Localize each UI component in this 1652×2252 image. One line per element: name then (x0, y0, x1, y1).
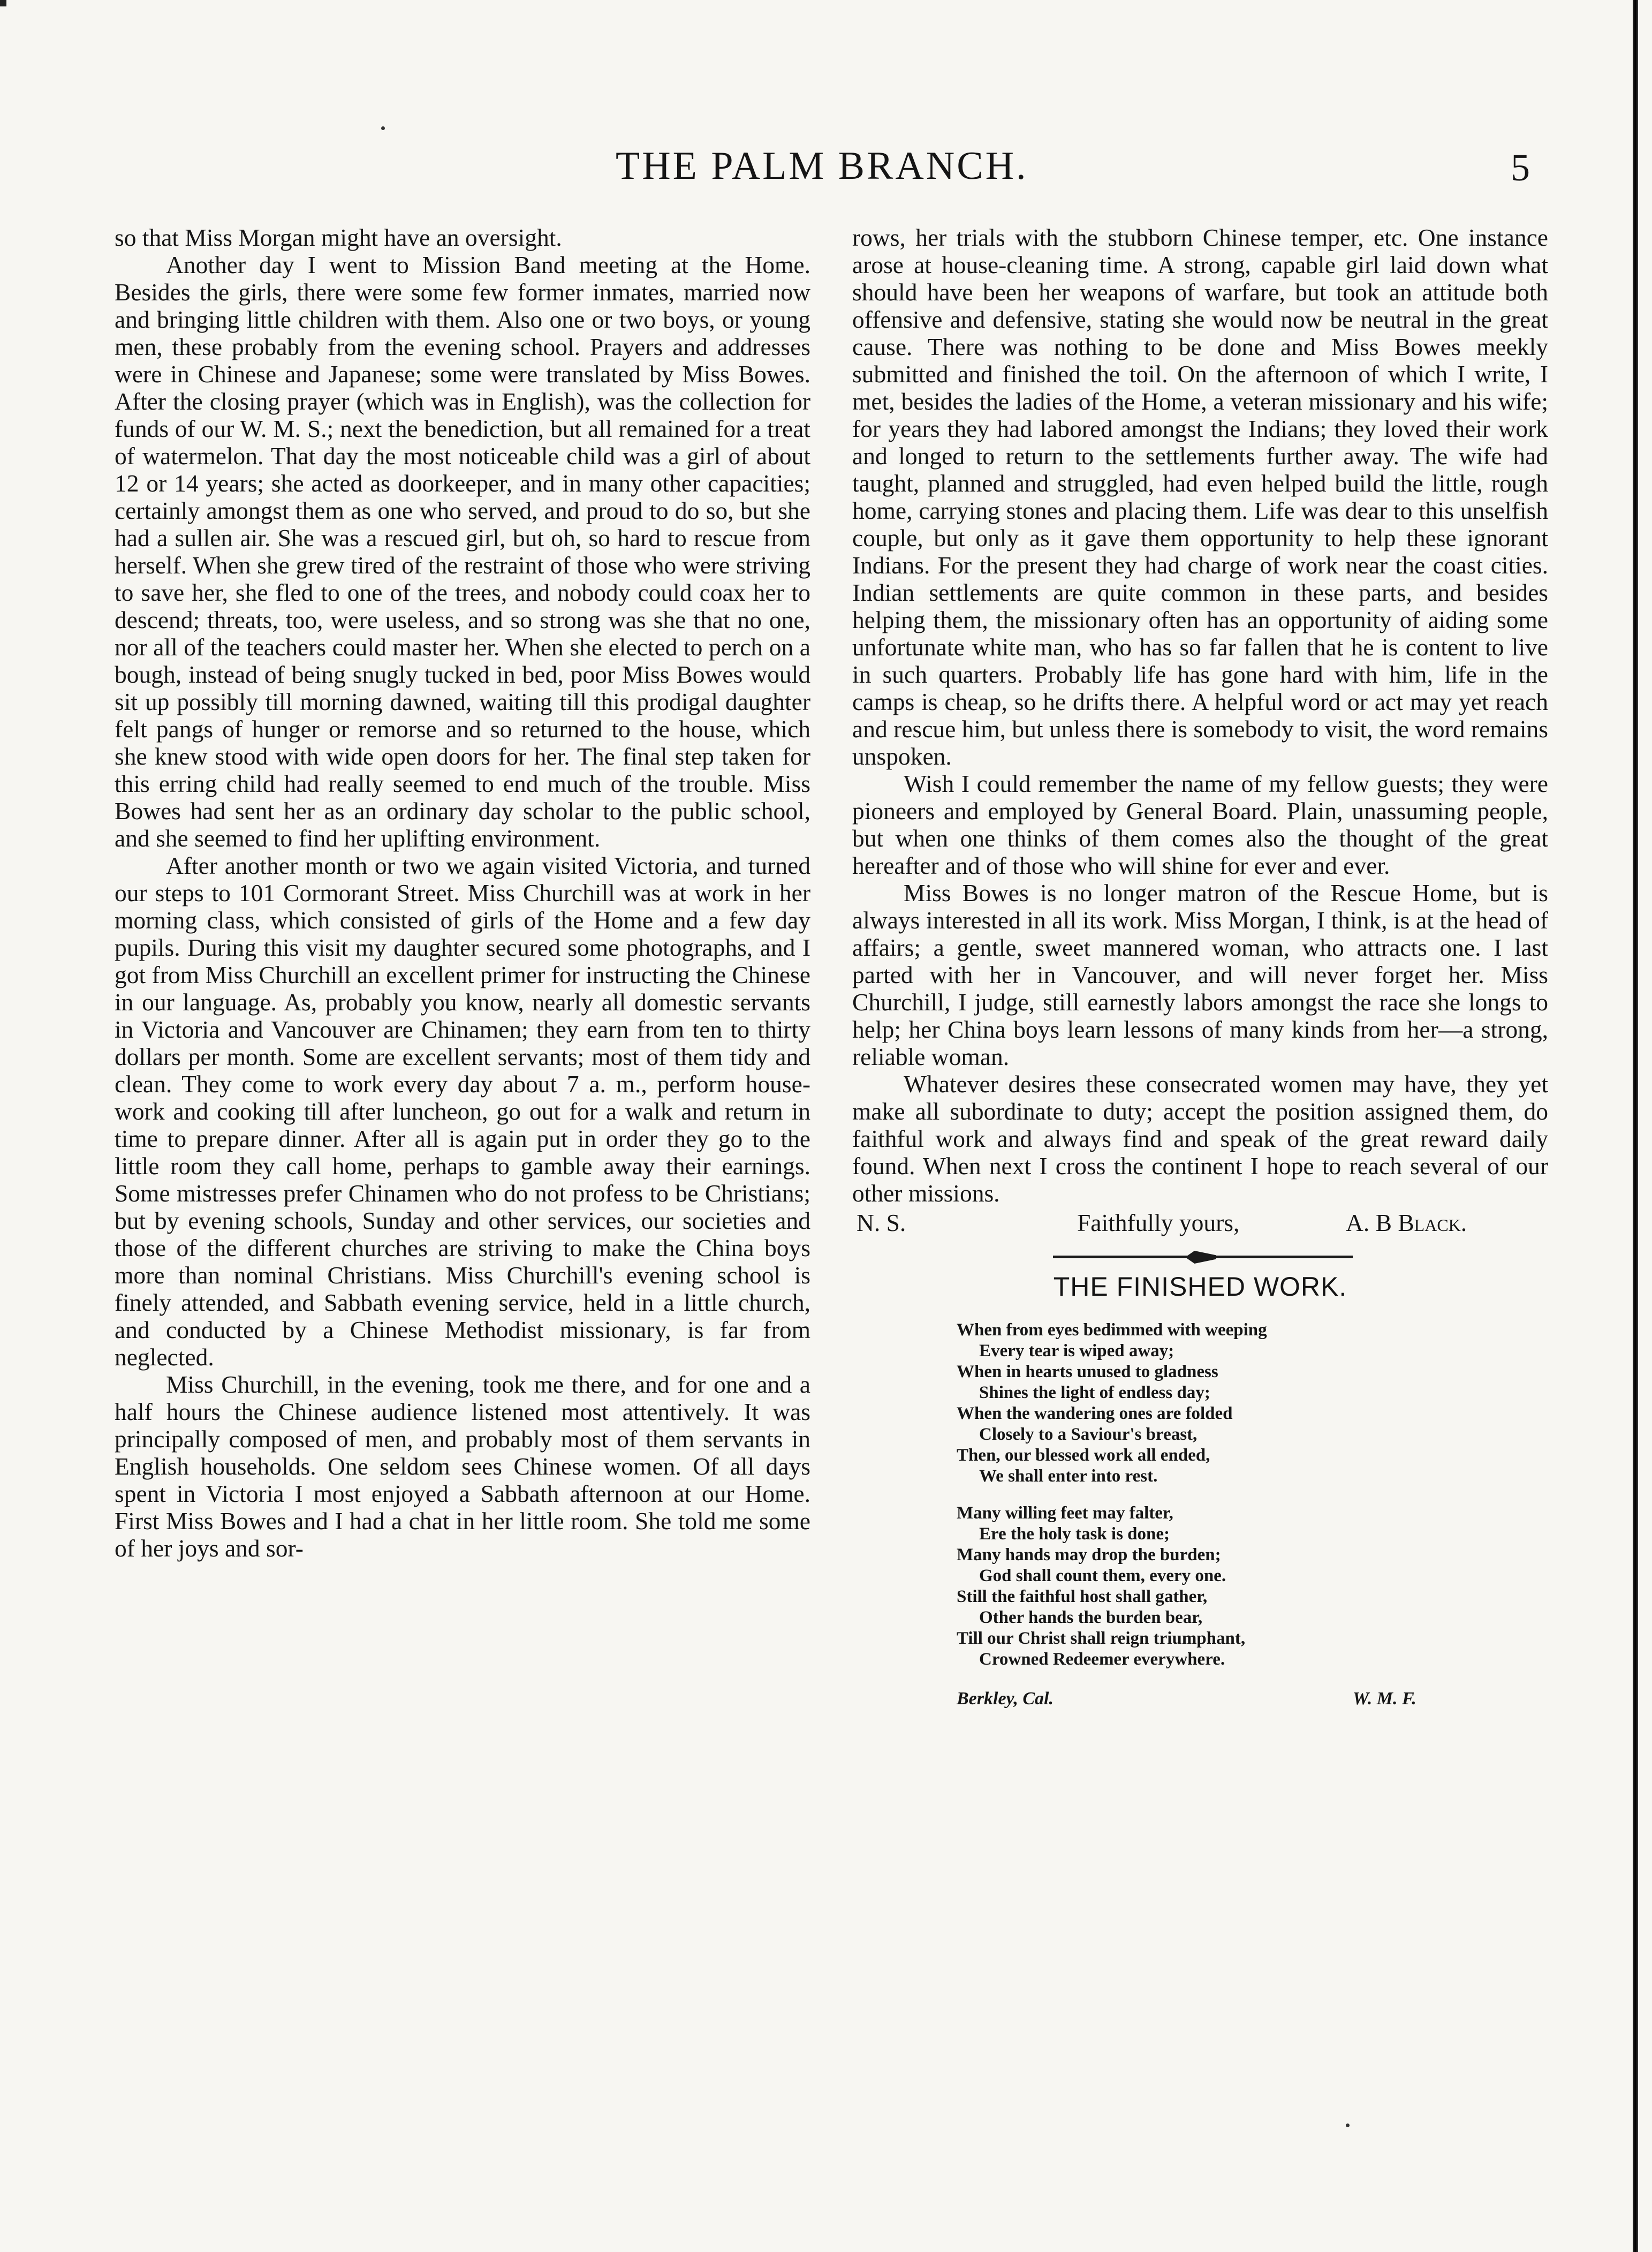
poem-title: THE FINISHED WORK. (1053, 1272, 1347, 1302)
poem-line: God shall count them, every one. (979, 1566, 1226, 1585)
poem (957, 1320, 1548, 1670)
poem-stanza-1 (957, 1320, 1548, 1487)
letter-signoff (852, 1209, 1548, 1240)
poem-line: We shall enter into rest. (979, 1467, 1158, 1486)
poem-line: Still the faithful host shall gather, (957, 1587, 1208, 1606)
poem-footer (852, 1685, 1548, 1712)
poem-line: Many hands may drop the burden; (957, 1545, 1221, 1565)
divider-ornament-icon (1185, 1251, 1216, 1264)
poem-line: Till our Christ shall reign triumphant, (957, 1629, 1246, 1648)
right-paragraph-1: rows, her trials with the stubborn Chinese temper, etc. One instance arose at house-cleaning time. A strong, capable girl laid down what should have been her weapons of warfare, but took an attitude both offensive and defensive, stating she would now be neutral in the great cause. There was nothing to be done and Miss Bowes meekly submitted and finished the toil. On the afternoon of which I write, I met, besides the ladies of the Home, a veteran missionary and his wife; for years they had labored amongst the Indians; they loved their work and longed to return to the settlements further away. The wife had taught, planned and struggled, had even helped build the little, rough home, carrying stones and placing them. Life was dear to this unselfish couple, but only as it gave them opportunity to help these ignorant Indians. For the present they had charge of work near the coast cities. Indian settlements are quite common in these parts, and besides helping them, the missionary often has an opportunity of aiding some unfortunate white man, who has so far fallen that he is content to live in such quarters. Probably life has gone hard with him, life in the camps is cheap, so he drifts there. A helpful word or act may yet reach and rescue him, but unless there is somebody to visit, the word remains unspoken. (852, 224, 1548, 770)
poem-line: Ere the holy task is done; (979, 1524, 1170, 1544)
poem-line: Then, our blessed work all ended, (957, 1446, 1210, 1465)
poem-line: When from eyes bedimmed with weeping (957, 1320, 1267, 1340)
running-head: THE PALM BRANCH. (616, 144, 1028, 188)
poem-line: Shines the light of endless day; (979, 1383, 1210, 1402)
poem-line: Crowned Redeemer everywhere. (979, 1650, 1225, 1669)
right-paragraph-2: Wish I could remember the name of my fellow guests; they were pioneers and employed by General Board. Plain, unassuming people, but when one thinks of them comes also the thought of the great hereafter and of those who will shine for ever and ever. (852, 770, 1548, 879)
poem-line: When the wandering ones are folded (957, 1404, 1233, 1423)
ornamental-divider (852, 1246, 1548, 1268)
right-paragraph-4: Whatever desires these consecrated women may have, they yet make all subordinate to duty; accept the position assigned them, do faithful work and always find and speak of the great reward daily found. When next I cross the continent I hope to reach several of our other missions. (852, 1070, 1548, 1207)
signoff-name: A. B Black. (1346, 1209, 1467, 1236)
poem-line: Other hands the burden bear, (979, 1608, 1203, 1627)
left-paragraph-4: Miss Churchill, in the evening, took me there, and for one and a half hours the Chinese audience listened most attentively. It was principally composed of men, and probably most of them servants in English households. One seldom sees Chinese women. Of all days spent in Victoria I most enjoyed a Sabbath afternoon at our Home. First Miss Bowes and I had a chat in her little room. She told me some of her joys and sor- (115, 1371, 810, 1562)
scan-corner-mark (0, 0, 6, 6)
poem-line: Every tear is wiped away; (979, 1341, 1174, 1361)
left-column (115, 224, 810, 1562)
poem-line: When in hearts unused to gladness (957, 1362, 1218, 1381)
left-paragraph-1: so that Miss Morgan might have an oversight. (115, 224, 562, 251)
signoff-closing: Faithfully yours, (1077, 1209, 1240, 1236)
print-speck (1346, 2123, 1350, 2127)
page-header (0, 143, 1652, 208)
right-column (852, 224, 1548, 1712)
poem-line: Closely to a Saviour's breast, (979, 1425, 1198, 1444)
left-paragraph-2: Another day I went to Mission Band meeting at the Home. Besides the girls, there were some few former inmates, married now and bringing little children with them. Also one or two boys, or young men, these probably from the evening school. Prayers and addresses were in Chinese and Japanese; some were translated by Miss Bowes. After the closing prayer (which was in English), was the collection for funds of our W. M. S.; next the benediction, but all remained for a treat of watermelon. That day the most noticeable child was a girl of about 12 or 14 years; she acted as doorkeeper, and in many other capacities; certainly amongst them as one who served, and proud to do so, but she had a sullen air. She was a rescued girl, but oh, so hard to rescue from herself. When she grew tired of the restraint of those who were striving to save her, she fled to one of the trees, and nobody could coax her to descend; threats, too, were useless, and so strong was she that no one, nor all of the teachers could master her. When she elected to perch on a bough, instead of being snugly tucked in bed, poor Miss Bowes would sit up possibly till morning dawned, waiting till this prodigal daughter felt pangs of hunger or remorse and so returned to the house, which she knew stood with wide open doors for her. The final step taken for this erring child had really seemed to end much of the trouble. Miss Bowes had sent her as an ordinary day scholar to the public school, and she seemed to find her uplifting environment. (115, 251, 810, 852)
poem-stanza-2 (957, 1503, 1548, 1670)
poem-line: Many willing feet may falter, (957, 1503, 1173, 1523)
page-number: 5 (1511, 146, 1530, 189)
signoff-initials: N. S. (857, 1209, 906, 1236)
left-paragraph-3: After another month or two we again visited Victoria, and turned our steps to 101 Cormorant Street. Miss Churchill was at work in her morning class, which consisted of girls of the Home and a few day pupils. During this visit my daughter secured some photographs, and I got from Miss Churchill an excellent primer for instructing the Chinese in our language. As, probably you know, nearly all domestic servants in Victoria and Vancouver are Chinamen; they earn from ten to thirty dollars per month. Some are excellent servants; most of them tidy and clean. They come to work every day about 7 a. m., perform house-work and cooking till after luncheon, go out for a walk and return in time to prepare dinner. After all is again put in order they go to the little room they call home, perhaps to gamble away their earnings. Some mistresses prefer Chinamen who do not profess to be Christians; but by evening schools, Sunday and other services, our societies and those of the different churches are striving to make the China boys more than nominal Christians. Miss Churchill's evening school is finely attended, and Sabbath evening service, held in a little church, and conducted by a Chinese Methodist missionary, is far from neglected. (115, 852, 810, 1371)
poem-author: W. M. F. (1353, 1689, 1416, 1709)
print-speck (381, 126, 385, 130)
right-paragraph-3: Miss Bowes is no longer matron of the Rescue Home, but is always interested in all its work. Miss Morgan, I think, is at the head of affairs; a gentle, sweet mannered woman, who attracts one. I last parted with her in Vancouver, and will never forget her. Miss Churchill, I judge, still earnestly labors amongst the race she longs to help; her China boys learn lessons of many kinds from her—a strong, reliable woman. (852, 879, 1548, 1070)
poem-place: Berkley, Cal. (957, 1689, 1054, 1709)
binding-edge (1633, 0, 1638, 2252)
